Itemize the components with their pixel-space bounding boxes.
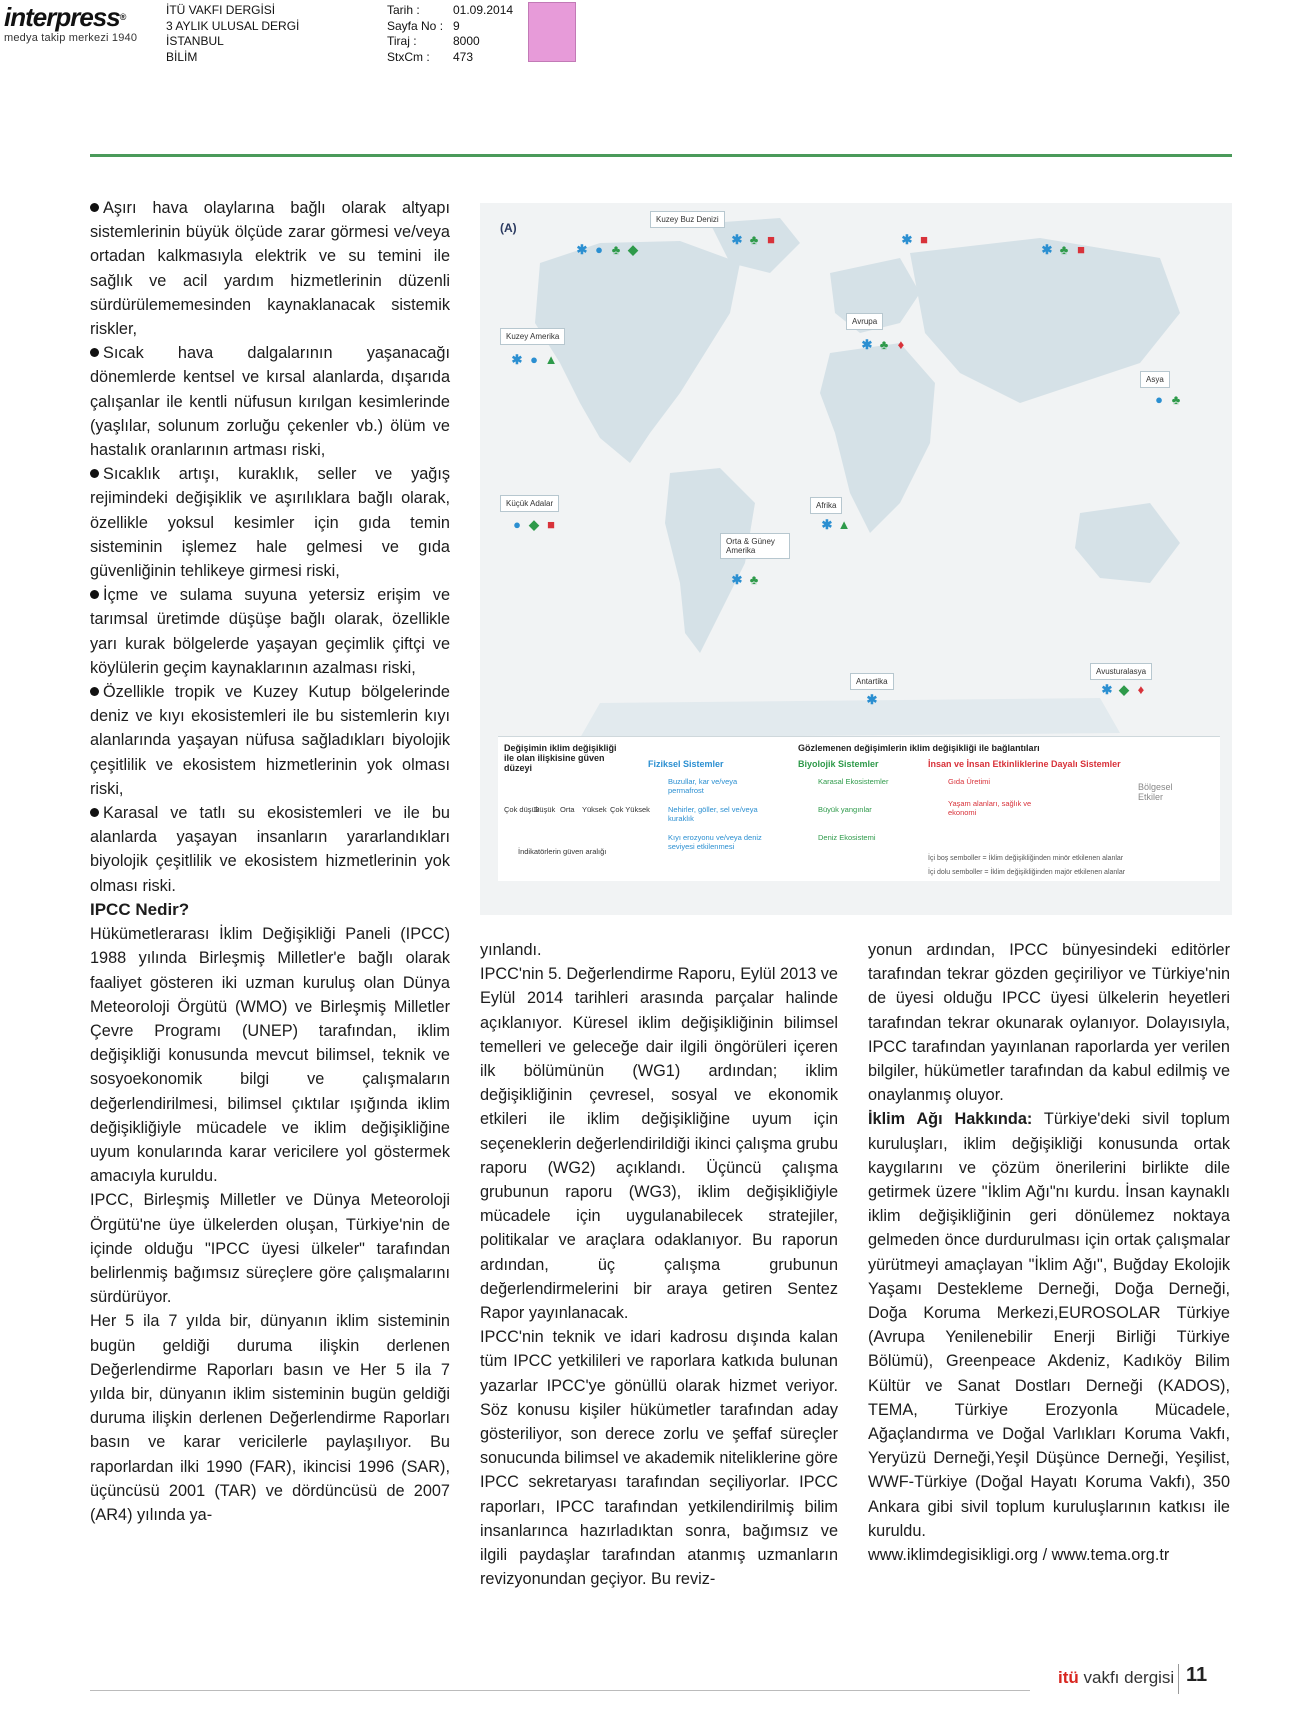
body-paragraph: IPCC'nin teknik ve idari kadrosu dışında kalan tüm IPCC yetkilileri ve raporlara katkıda bulunan yazarlar IPCC'ye gönüllü olarak hizmet veriyor. Söz konusu kişiler hükümetler tarafından aday gösteriliyor, son derece zorlu ve şeffaf süreçler sonucunda bilimsel ve akademik niteliklerine göre IPCC sekretaryası tarafından seçiliyorlar. IPCC raporları, IPCC tarafından yetkilendirilmiş bilim insanlarınca hazırladıktan sonra, bağımsız ve ilgili paydaşlar tarafından atanmış uzmanların revizyonundan geçiyor. Bu reviz- bbox=[480, 1328, 838, 1589]
bullet-icon bbox=[90, 348, 99, 357]
wheat-icon: ♦ bbox=[1137, 682, 1145, 697]
snowflake-icon: ✱ bbox=[1101, 682, 1113, 697]
region-box-small-islands: Küçük Adalar bbox=[500, 495, 559, 512]
bullet-text: İçme ve sulama suyuna yetersiz erişim ve tarımsal üretimde düşüşe bağlı olarak, özellikle yarı kurak bölgelerde yaşayan geçimlik çiftçi ve köylülerin geçim kaynaklarının azalması riski, bbox=[90, 586, 450, 677]
bullet-icon bbox=[90, 469, 99, 478]
confidence-level: Düşük bbox=[534, 805, 556, 814]
page-number: 11 bbox=[1186, 1664, 1208, 1686]
logo-subtitle: medya takip merkezi 1940 bbox=[4, 32, 138, 44]
website-links: www.iklimdegisikligi.org / www.tema.org.tr bbox=[868, 1546, 1170, 1565]
climate-impact-map-figure bbox=[480, 203, 1232, 915]
physical-systems-title: Fiziksel Sistemler bbox=[648, 759, 724, 769]
legend-main-title: Gözlemenen değişimlerin iklim değişikliği ile bağlantıları bbox=[798, 743, 1040, 753]
bullet-item bbox=[90, 583, 450, 680]
tree-icon: ♣ bbox=[1059, 242, 1069, 257]
meta-value: 473 bbox=[453, 49, 474, 64]
color-marker-box bbox=[528, 2, 576, 62]
meta-key: StxCm : bbox=[387, 49, 430, 64]
region-box-asia: Asya bbox=[1140, 371, 1170, 388]
fire-icon: ▲ bbox=[544, 352, 558, 367]
meta-value: 01.09.2014 bbox=[453, 3, 514, 17]
biological-item: Karasal Ekosistemler bbox=[818, 777, 889, 786]
snowflake-icon: ✱ bbox=[821, 517, 833, 532]
paragraph-body: Türkiye'deki sivil toplum kuruluşları, iklim değişikliği konusunda ortak kaygılarını ve çözüm önerilerini birlikte dile getirmek üzere "İklim Ağı"nı kurdu. İnsan kaynaklı iklim değişikliğinin geri dönülemez noktaya gelmeden önce durdurulması için ortak çalışmalar yürütmeyi amaçlayan "İklim Ağı", Buğday Ekolojik Yaşamı Destekleme Derneği, Doğa Derneği, Doğa Koruma Merkezi,EUROSOLAR Türkiye (Avrupa Yenilenebilir Enerji Birliği Türkiye Bölümü), Greenpeace Akdeniz, Kadıköy Bilim Kültür ve Sanat Dostları Derneği (KADOS), TEMA, Türkiye Erozyonla Mücadele, Ağaçlandırma ve Doğal Varlıkları Koruma Vakfı, Yeryüzü Derneği,Yeşil Düşünce Derneği, Yeşilist, WWF-Türkiye (Doğal Hayatı Koruma Vakfı), 350 Ankara gibi sivil toplum kuruluşlarının katkısı ile kuruldu. bbox=[868, 1110, 1230, 1540]
snowflake-icon: ✱ bbox=[866, 692, 878, 707]
biological-item: Büyük yangınlar bbox=[818, 805, 872, 814]
confidence-note: İndikatörlerin güven aralığı bbox=[518, 847, 607, 856]
physical-item: Nehirler, göller, sel ve/veya kuraklık bbox=[668, 805, 758, 823]
region-box-north-america: Kuzey Amerika bbox=[500, 328, 565, 345]
body-paragraph: IPCC'nin 5. Değerlendirme Raporu, Eylül 2013 ve Eylül 2014 tarihleri arasında parçalar halinde açıklanıyor. Küresel iklim değişikliğinin bilimsel temelleri ve geleceğe dair ilgili öngörüleri içeren ilk bölümünün (WG1) ardından; iklim değişikliğinin çevresel, sosyal ve ekonomik etkileri ile iklim değişikliğine uyum için seçeneklerin değerlendirildiği ikinci çalışma grubu raporu (WG2) açıklandı. Üçüncü çalışma grubunun raporu (WG3), iklim değişikliğiyle mücadele için uygulanabilecek stratejiler, politikalar ve araçlara odaklanıyor. Bu raporun ardından, üç çalışma grubunun değerlendirmelerini bir araya getiren Sentez Rapor yayınlanacak. bbox=[480, 965, 838, 1323]
publication-name: İTÜ VAKFI DERGİSİ bbox=[166, 3, 276, 17]
tree-icon: ♣ bbox=[879, 337, 889, 352]
region-box-africa: Afrika bbox=[810, 497, 842, 514]
confidence-title: Değişimin iklim değişikliği ile olan ilişkisine güven düzeyi bbox=[504, 743, 617, 773]
header-divider bbox=[90, 154, 1232, 157]
meta-row bbox=[387, 34, 513, 50]
snowflake-icon: ✱ bbox=[1041, 242, 1053, 257]
footer-separator bbox=[1178, 1664, 1179, 1694]
snowflake-icon: ✱ bbox=[576, 242, 588, 257]
publication-info bbox=[166, 3, 299, 65]
region-box-arctic: Kuzey Buz Denizi bbox=[650, 211, 725, 228]
water-drop-icon: ● bbox=[513, 517, 521, 532]
human-item: Gıda Üretimi bbox=[948, 777, 991, 786]
bullet-item bbox=[90, 801, 450, 898]
tree-icon: ♣ bbox=[749, 572, 759, 587]
human-systems-title: İnsan ve İnsan Etkinliklerine Dayalı Sistemler bbox=[928, 759, 1121, 769]
people-icon: ■ bbox=[547, 517, 555, 532]
meta-row bbox=[387, 50, 513, 66]
figure-note: İçi dolu semboller = İklim değişikliğinden majör etkilenen alanlar bbox=[928, 869, 1126, 876]
section-heading: IPCC Nedir? bbox=[90, 899, 190, 919]
panel-label: (A) bbox=[500, 221, 517, 235]
publication-section: BİLİM bbox=[166, 49, 198, 64]
snowflake-icon: ✱ bbox=[731, 232, 743, 247]
snowflake-icon: ✱ bbox=[861, 337, 873, 352]
meta-row bbox=[387, 3, 513, 19]
regional-impacts-label: Bölgesel Etkiler bbox=[1138, 782, 1173, 802]
bullet-icon bbox=[90, 590, 99, 599]
region-box-europe: Avrupa bbox=[846, 313, 883, 330]
fire-icon: ▲ bbox=[837, 517, 851, 532]
bullet-item bbox=[90, 680, 450, 801]
antarctica-landmass bbox=[580, 698, 1120, 738]
meta-key: Tarih : bbox=[387, 3, 420, 17]
body-paragraph: yınlandı. bbox=[480, 941, 542, 959]
figure-legend bbox=[498, 736, 1220, 881]
snowflake-icon: ✱ bbox=[901, 232, 913, 247]
climate-network-paragraph bbox=[868, 1107, 1230, 1543]
north-america-landmass bbox=[535, 241, 740, 463]
tree-icon: ♣ bbox=[749, 232, 759, 247]
region-box-australasia: Avusturalasya bbox=[1090, 663, 1152, 680]
meta-value: 8000 bbox=[453, 34, 480, 48]
footer-divider bbox=[90, 1690, 1030, 1691]
bullet-icon bbox=[90, 203, 99, 212]
body-paragraph: Her 5 ila 7 yılda bir, dünyanın iklim sisteminin bugün geldiği duruma ilişkin derlenen Değerlendirme Raporları basın ve Her 5 ila 7 yılda bir, dünyanın iklim sisteminin bugün geldiği duruma ilişkin derlenen Değerlendirme Raporları basın ve karar vericilerle paylaşılıyor. Bu raporlardan ilki 1990 (FAR), ikincisi 1996 (SAR), üçüncüsü 2001 (TAR) ve dördüncüsü de 2007 (AR4) yılında ya- bbox=[90, 1312, 450, 1524]
publication-frequency: 3 AYLIK ULUSAL DERGİ bbox=[166, 18, 300, 33]
wheat-icon: ♦ bbox=[897, 337, 905, 352]
snowflake-icon: ✱ bbox=[511, 352, 523, 367]
snowflake-icon: ✱ bbox=[731, 572, 743, 587]
human-item: Yaşam alanları, sağlık ve ekonomi bbox=[948, 799, 1032, 817]
clipping-meta bbox=[387, 3, 513, 65]
south-america-landmass bbox=[665, 468, 755, 653]
logo-text: interpress bbox=[4, 2, 120, 32]
tree-icon: ♣ bbox=[611, 242, 621, 257]
world-map bbox=[480, 203, 1232, 743]
paragraph-lead: İklim Ağı Hakkında: bbox=[868, 1110, 1033, 1129]
confidence-level: Çok düşük bbox=[504, 805, 540, 814]
people-icon: ■ bbox=[767, 232, 775, 247]
meta-value: 9 bbox=[453, 18, 460, 33]
bullet-item bbox=[90, 196, 450, 341]
footer-brand bbox=[1058, 1668, 1174, 1688]
interpress-logo bbox=[4, 4, 144, 44]
text-column-3 bbox=[868, 938, 1230, 1567]
confidence-level: Çok Yüksek bbox=[610, 805, 650, 814]
body-paragraph: Hükümetlerarası İklim Değişikliği Paneli (IPCC) 1988 yılında Birleşmiş Milletler'e bağlı olarak faaliyet gösteren iki uzman kuruluş olan Dünya Meteoroloji Örgütü (WMO) ve Birleşmiş Milletler Çevre Programı (UNEP) tarafından, iklim değişikliği konusunda mevcut bilimsel, teknik ve sosyoekonomik bilgi ve çalışmaların değerlendirilmesi, bilimsel çıktılar ışığında iklim değişikliğiyle mücadele ve iklim değişikliğine uyum konularında karar vericilere yol göstermek amacıyla kuruldu. bbox=[90, 925, 450, 1186]
region-box-south-america: Orta & Güney Amerika bbox=[720, 533, 790, 559]
australia-landmass bbox=[1075, 503, 1180, 583]
biological-item: Deniz Ekosistemi bbox=[818, 833, 876, 842]
footer-brand-bold: itü bbox=[1058, 1668, 1079, 1687]
figure-note: İçi boş semboller = İklim değişikliğinden minör etkilenen alanlar bbox=[928, 855, 1124, 862]
region-box-antarctica: Antartika bbox=[850, 673, 894, 690]
bullet-item bbox=[90, 462, 450, 583]
tree-icon: ♣ bbox=[1171, 392, 1181, 407]
bullet-text: Sıcaklık artışı, kuraklık, seller ve yağış rejimindeki değişiklik ve aşırılıklara bağlı olarak, özellikle yoksul kesimler için gıda temin sisteminin işlemez hale gelmesi ve gıda güvenliğinin tehlikeye girmesi riski, bbox=[90, 465, 450, 581]
meta-key: Tiraj : bbox=[387, 34, 417, 48]
text-column-2 bbox=[480, 938, 838, 1591]
body-paragraph: yonun ardından, IPCC bünyesindeki editörler tarafından tekrar gözden geçiriliyor ve Türkiye'nin de üyesi olduğu IPCC üyesi ülkelerin heyetleri tarafından tekrar okunarak oylanıyor. Dolayısıyla, IPCC tarafından yayınlanan raporlarda yer verilen bilgiler, hükümetler tarafından da kabul edilmiş ve onaylanmış oluyor. bbox=[868, 941, 1230, 1105]
meta-key: Sayfa No : bbox=[387, 18, 444, 33]
water-drop-icon: ● bbox=[595, 242, 603, 257]
bullet-text: Karasal ve tatlı su ekosistemleri ve ile bu alanlarda yaşayan insanların yararlandıkları biyolojik çeşitlilik ve ekosistem hizmetlerinin yok olması riski. bbox=[90, 804, 450, 895]
publication-city: İSTANBUL bbox=[166, 34, 224, 48]
fish-icon: ◆ bbox=[1119, 682, 1129, 697]
body-paragraph: IPCC, Birleşmiş Milletler ve Dünya Meteoroloji Örgütü'ne üye ülkelerden oluşan, Türkiye'nin de içinde olduğu "IPCC üyesi ülkeler" tarafından belirlenmiş bağımsız süreçlere göre çalışmalarını sürdürüyor. bbox=[90, 1191, 450, 1307]
logo-wordmark bbox=[4, 4, 144, 30]
people-icon: ■ bbox=[1077, 242, 1085, 257]
confidence-level: Orta bbox=[560, 805, 575, 814]
physical-item: Buzullar, kar ve/veya permafrost bbox=[668, 777, 738, 795]
fish-icon: ◆ bbox=[529, 517, 539, 532]
water-drop-icon: ● bbox=[530, 352, 538, 367]
biological-systems-title: Biyolojik Sistemler bbox=[798, 759, 879, 769]
confidence-level: Yüksek bbox=[582, 805, 607, 814]
bullet-item bbox=[90, 341, 450, 462]
registered-mark: ® bbox=[119, 12, 126, 22]
bullet-icon bbox=[90, 687, 99, 696]
bullet-icon bbox=[90, 808, 99, 817]
physical-item: Kıyı erozyonu ve/veya deniz seviyesi etkilenmesi bbox=[668, 833, 762, 851]
people-icon: ■ bbox=[920, 232, 928, 247]
bullet-text: Sıcak hava dalgalarının yaşanacağı dönemlerde kentsel ve kırsal alanlarda, dışarıda çalışanlar ile kentli nüfusun kırılgan kesimlerinde (yaşlılar, solunum zorluğu çekenler vb.) ölüm ve hastalık oranlarının artması riski, bbox=[90, 344, 450, 460]
meta-row bbox=[387, 19, 513, 35]
bullet-text: Özellikle tropik ve Kuzey Kutup bölgelerinde deniz ve kıyı ekosistemleri ile bu sistemlerin kıyı alanlarında yaşayan nüfusa sağladıkları biyolojik çeşitlilik ve ekosistem hizmetlerinin yok olması riski, bbox=[90, 683, 450, 798]
bullet-text: Aşırı hava olaylarına bağlı olarak altyapı sistemlerinin büyük ölçüde zarar görmesi ve/veya ortadan kalkmasıyla elektrik ve su temini ile sağlık ve acil yardım hizmetlerinin düzenli sürdürülememesinden kaynaklanacak sistemik riskler, bbox=[90, 199, 450, 339]
water-drop-icon: ● bbox=[1155, 392, 1163, 407]
fish-icon: ◆ bbox=[628, 242, 638, 257]
text-column-1 bbox=[90, 196, 450, 1527]
footer-brand-text: vakfı dergisi bbox=[1078, 1668, 1175, 1687]
